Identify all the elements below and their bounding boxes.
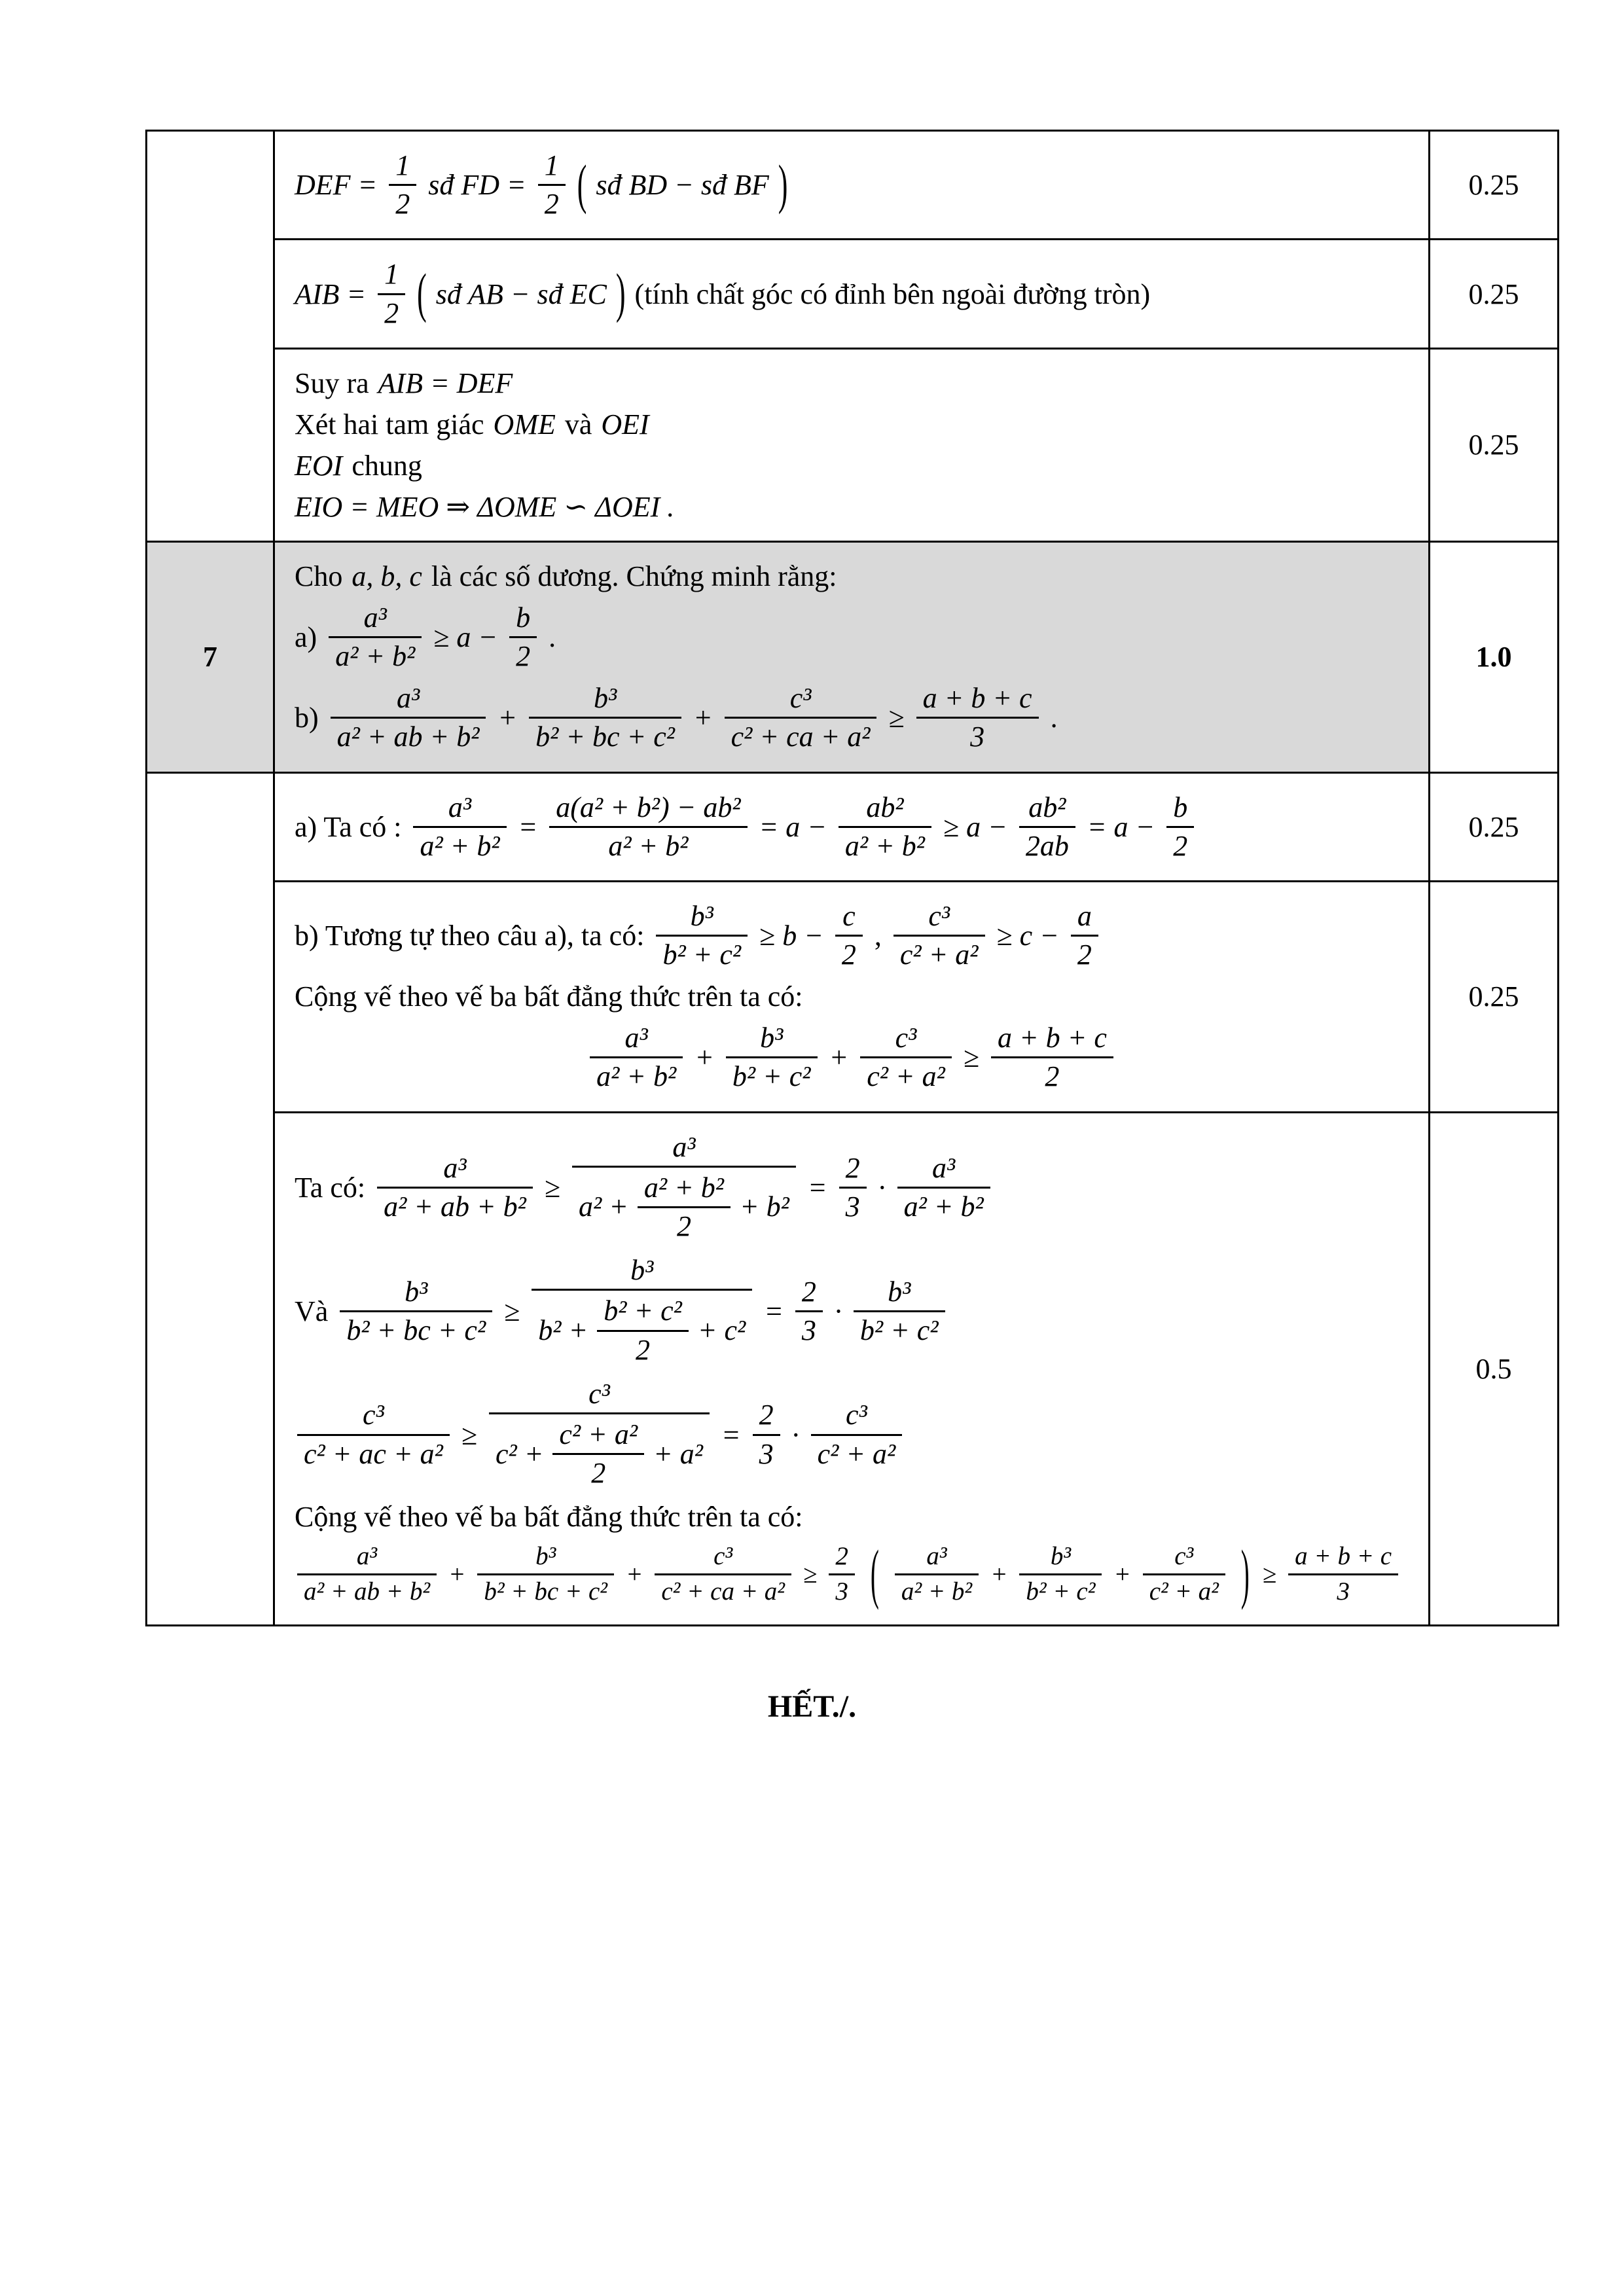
fraction-denominator: c² + ca + a² [725, 717, 877, 754]
text-token: chung [352, 449, 422, 482]
text-token: là các số dương. Chứng minh rằng: [431, 560, 837, 592]
fraction-denominator: 2 [597, 1330, 689, 1367]
text-token: , [874, 920, 882, 952]
math-token: + [497, 702, 518, 734]
score-cell: 1.0 [1430, 541, 1559, 772]
fraction [538, 149, 566, 221]
fraction-numerator: a³ [363, 601, 387, 634]
answer-key-table [145, 130, 1559, 1626]
fraction-numerator: c³ [1174, 1542, 1194, 1571]
math-token: OEI [601, 408, 649, 440]
fraction [529, 681, 681, 754]
fraction [1143, 1541, 1225, 1607]
fraction-numerator: c³ [588, 1377, 610, 1410]
fraction-denominator: b² + c² [1019, 1573, 1102, 1607]
fraction-numerator: c³ [895, 1022, 917, 1054]
math-token: a, b, c [352, 560, 422, 592]
solution-line [295, 490, 1409, 524]
fraction-numerator: c³ [846, 1399, 867, 1431]
math-token: + [695, 1041, 714, 1074]
fraction-numerator: 1 [384, 258, 399, 291]
fraction-numerator: 2 [835, 1542, 848, 1571]
math-token: ≥ c − [996, 920, 1059, 952]
fraction [895, 1541, 979, 1607]
fraction-numerator: a³ [396, 682, 420, 715]
fraction-denominator: 3 [829, 1573, 855, 1607]
fraction-denominator: c² + a² [860, 1056, 952, 1094]
math-token: + b² [739, 1191, 789, 1223]
math-token: c² + [495, 1437, 544, 1470]
fraction-denominator: 3 [1288, 1573, 1398, 1607]
math-token: ≥ [544, 1172, 561, 1204]
fraction [753, 1398, 780, 1471]
math-token: = a − [759, 810, 827, 843]
solution-cell [274, 881, 1430, 1112]
fraction-numerator: a³ [932, 1152, 956, 1185]
formula-line [295, 791, 1409, 863]
fraction-denominator: a² + ab + b² [297, 1573, 437, 1607]
fraction [389, 149, 416, 221]
fraction-numerator: c³ [928, 899, 950, 932]
fraction-numerator: a³ [672, 1130, 696, 1163]
formula-line [295, 149, 1409, 221]
fraction-denominator: b² + bc + c² [529, 717, 681, 754]
math-token: + [693, 702, 713, 734]
solution-cell [274, 348, 1430, 541]
fraction-numerator: a³ [926, 1542, 947, 1571]
table-row [147, 1112, 1559, 1626]
fraction [1019, 1541, 1102, 1607]
fraction-denominator: a² + b² [839, 826, 931, 863]
math-token: + [1113, 1560, 1131, 1589]
fraction [835, 899, 863, 972]
math-token: ≥ a − [943, 810, 1007, 843]
fraction [489, 1377, 710, 1493]
fraction-denominator: a² + b² [590, 1056, 683, 1094]
fraction-numerator: b³ [1050, 1542, 1072, 1571]
fraction [509, 601, 537, 673]
fraction-denominator: a² + b² [897, 1187, 990, 1224]
fraction-denominator: 2 [835, 935, 863, 972]
fraction-numerator: b [1173, 791, 1188, 823]
fraction-numerator: b³ [405, 1275, 428, 1308]
fraction-denominator: c² + ca + a² [655, 1573, 791, 1607]
text-token: Và [295, 1295, 329, 1327]
fraction-denominator: 3 [753, 1434, 780, 1471]
fraction-numerator: a(a² + b²) − ab² [556, 791, 741, 823]
text-token: và [564, 408, 592, 440]
fraction-denominator: 2 [389, 184, 416, 221]
table-row-question [147, 541, 1559, 772]
fraction-denominator: a² + ab + b² [377, 1187, 533, 1224]
fraction-numerator: a + b + c [997, 1022, 1107, 1054]
math-token: sđ BD − sđ BF [596, 169, 769, 202]
text-token: . [549, 620, 556, 653]
formula-line [295, 1377, 1409, 1493]
question-number-cell-empty [147, 131, 274, 542]
question-cell [274, 541, 1430, 772]
math-token: ≥ b − [759, 920, 823, 952]
fraction [897, 1151, 990, 1224]
math-token: = [764, 1295, 784, 1327]
fraction-numerator: a³ [443, 1152, 467, 1185]
text-token: Suy ra [295, 367, 369, 399]
fraction-numerator: b³ [630, 1254, 654, 1287]
formula-line [295, 1253, 1409, 1369]
solution-line [295, 367, 1409, 400]
text-token: a) [295, 620, 317, 653]
fraction-denominator: 2ab [1019, 826, 1075, 863]
fraction [378, 257, 405, 330]
fraction [916, 681, 1039, 754]
question-number-cell-empty [147, 772, 274, 1626]
fraction-numerator: b³ [593, 682, 617, 715]
fraction-denominator: 2 [378, 293, 405, 331]
fraction-numerator: c³ [713, 1542, 733, 1571]
text-token: . [1050, 702, 1058, 734]
fraction-numerator: a [1077, 899, 1092, 932]
fraction-numerator: ab² [866, 791, 904, 823]
fraction [839, 791, 931, 863]
solution-cell [274, 131, 1430, 240]
fraction-denominator: c² + ac + a² [297, 1434, 450, 1471]
formula-line [295, 681, 1409, 754]
fraction [854, 1275, 945, 1348]
math-token: ≥ [803, 1560, 818, 1589]
score-cell: 0.25 [1430, 348, 1559, 541]
fraction-numerator: c³ [363, 1399, 384, 1431]
fraction [329, 601, 422, 673]
fraction-numerator: b [516, 601, 531, 634]
fraction [413, 791, 506, 863]
solution-cell [274, 240, 1430, 348]
question-intro-line [295, 560, 1409, 593]
fraction-numerator: b³ [888, 1275, 911, 1308]
fraction-numerator: b² + c² [604, 1295, 682, 1327]
table-row [147, 240, 1559, 348]
big-paren-close: ) [615, 262, 626, 324]
fraction-denominator: 2 [538, 184, 566, 221]
fraction-numerator: 1 [395, 149, 410, 181]
fraction [1288, 1541, 1398, 1607]
table-row [147, 348, 1559, 541]
fraction-denominator: 2 [552, 1453, 644, 1490]
math-token: = [518, 810, 538, 843]
question-number-cell: 7 [147, 541, 274, 772]
big-paren-open: ( [870, 1537, 879, 1611]
fraction-denominator: 3 [839, 1187, 867, 1224]
fraction [477, 1541, 614, 1607]
fraction [795, 1275, 823, 1348]
fraction-denominator: a² + b² [413, 826, 506, 863]
fraction [377, 1151, 533, 1224]
fraction [331, 681, 486, 754]
math-token: ≥ a − [433, 620, 498, 653]
fraction-numerator: 2 [801, 1275, 816, 1308]
fraction-numerator: b³ [760, 1022, 784, 1054]
math-token: ≥ [888, 702, 905, 734]
formula-line [295, 899, 1409, 972]
text-token: Xét hai tam giác [295, 408, 484, 440]
math-token: + [829, 1041, 849, 1074]
fraction [297, 1398, 450, 1471]
big-paren-open: ( [577, 154, 587, 215]
fraction-numerator: 2 [845, 1152, 860, 1185]
fraction [552, 1418, 644, 1490]
fraction [297, 1541, 437, 1607]
fraction-denominator: c² + a² [811, 1434, 903, 1471]
math-token: ≥ [1262, 1560, 1277, 1589]
math-token: + [448, 1560, 466, 1589]
math-token: = [807, 1172, 827, 1204]
math-token: + c² [697, 1314, 746, 1346]
big-paren-close: ) [778, 154, 788, 215]
table-row [147, 131, 1559, 240]
solution-line [295, 449, 1409, 482]
fraction-denominator: a² + b² [549, 826, 747, 863]
fraction-numerator: 2 [759, 1399, 774, 1431]
math-token: ≥ [504, 1295, 520, 1327]
fraction-denominator [489, 1412, 710, 1492]
math-token: AIB = [295, 278, 367, 310]
formula-line [295, 1537, 1409, 1611]
fraction-denominator: b² + c² [854, 1310, 945, 1348]
fraction [597, 1294, 689, 1367]
score-cell: 0.25 [1430, 131, 1559, 240]
text-token: Ta có: [295, 1172, 366, 1204]
math-token: b² + [538, 1314, 588, 1346]
fraction-numerator: c³ [789, 682, 812, 715]
fraction [1019, 791, 1075, 863]
fraction [726, 1021, 818, 1094]
fraction-denominator [572, 1166, 796, 1246]
fraction-numerator: a² + b² [643, 1171, 724, 1204]
fraction [991, 1021, 1113, 1094]
fraction-numerator: a³ [356, 1542, 378, 1571]
formula-line [295, 1130, 1409, 1246]
fraction-denominator: 2 [991, 1056, 1113, 1094]
fraction-numerator: a + b + c [922, 682, 1032, 715]
fraction-numerator: a + b + c [1295, 1542, 1392, 1571]
math-token: + a² [653, 1437, 703, 1470]
formula-line [295, 1021, 1409, 1094]
solution-cell [274, 772, 1430, 881]
solution-cell [274, 1112, 1430, 1626]
fraction [656, 899, 748, 972]
math-token: EIO = MEO ⇒ ΔOME ∽ ΔOEI . [295, 490, 675, 523]
math-token: ≥ [963, 1041, 979, 1074]
fraction-numerator: b³ [535, 1542, 556, 1571]
fraction-denominator: 2 [1071, 935, 1098, 972]
fraction-numerator: b³ [690, 899, 713, 932]
text-token: Cho [295, 560, 343, 592]
fraction-denominator: 3 [916, 717, 1039, 754]
math-token: + [626, 1560, 643, 1589]
fraction [1166, 791, 1194, 863]
fraction [811, 1398, 903, 1471]
math-token: EOI [295, 449, 343, 482]
text-token: Cộng vế theo vế ba bất đẳng thức trên ta có: [295, 1501, 803, 1534]
table-row [147, 881, 1559, 1112]
fraction [725, 681, 877, 754]
end-marker: HẾT./. [767, 1689, 857, 1725]
math-token: · [834, 1295, 842, 1327]
solution-line [295, 1500, 1409, 1534]
fraction-denominator: 2 [1166, 826, 1194, 863]
text-token: a) Ta có : [295, 810, 402, 843]
fraction-denominator: 3 [795, 1310, 823, 1348]
fraction [590, 1021, 683, 1094]
fraction-denominator: 2 [638, 1206, 731, 1244]
formula-line [295, 601, 1409, 673]
math-token: AIB = DEF [378, 367, 513, 399]
fraction-numerator: c² + a² [559, 1418, 638, 1450]
fraction-denominator: b² + c² [656, 935, 748, 972]
table-row [147, 772, 1559, 881]
fraction [340, 1275, 492, 1348]
fraction [829, 1541, 855, 1607]
math-token: a² + [579, 1191, 628, 1223]
solution-line [295, 408, 1409, 441]
math-token: + [990, 1560, 1008, 1589]
fraction-denominator: c² + a² [893, 935, 985, 972]
score-cell: 0.25 [1430, 240, 1559, 348]
fraction-numerator: c [842, 899, 856, 932]
fraction-denominator: b² + bc + c² [340, 1310, 492, 1348]
math-token: sđ FD = [428, 169, 526, 202]
fraction [893, 899, 985, 972]
score-cell: 0.5 [1430, 1112, 1559, 1626]
fraction-numerator: a³ [448, 791, 472, 823]
fraction [860, 1021, 952, 1094]
text-token: Cộng vế theo vế ba bất đẳng thức trên ta có: [295, 980, 803, 1013]
math-token: = [721, 1418, 741, 1451]
math-token: sđ AB − sđ EC [435, 278, 607, 310]
fraction-denominator: b² + c² [726, 1056, 818, 1094]
formula-line [295, 257, 1409, 330]
fraction-denominator: a² + b² [329, 636, 422, 673]
fraction [1071, 899, 1098, 972]
fraction [532, 1253, 752, 1369]
fraction-denominator: c² + a² [1143, 1573, 1225, 1607]
text-token: b) Tương tự theo câu a), ta có: [295, 920, 645, 952]
fraction [839, 1151, 867, 1224]
math-token: OME [493, 408, 556, 440]
fraction-numerator: a³ [624, 1022, 648, 1054]
big-paren-open: ( [417, 262, 427, 324]
fraction-numerator: ab² [1028, 791, 1066, 823]
math-token: · [878, 1172, 886, 1204]
text-token: b) [295, 702, 319, 734]
fraction-numerator: 1 [544, 149, 559, 181]
solution-line [295, 980, 1409, 1013]
big-paren-close: ) [1240, 1537, 1250, 1611]
fraction [638, 1171, 731, 1244]
math-token: = a − [1087, 810, 1155, 843]
fraction [572, 1130, 796, 1246]
score-cell: 0.25 [1430, 772, 1559, 881]
score-cell: 0.25 [1430, 881, 1559, 1112]
math-token: ≥ [461, 1418, 477, 1451]
math-token: · [791, 1418, 799, 1451]
fraction [549, 791, 747, 863]
fraction-denominator: a² + ab + b² [331, 717, 486, 754]
fraction-denominator: a² + b² [895, 1573, 979, 1607]
text-token: (tính chất góc có đỉnh bên ngoài đường tròn) [634, 278, 1151, 310]
fraction-denominator [532, 1289, 752, 1369]
fraction-denominator: 2 [509, 636, 537, 673]
fraction [655, 1541, 791, 1607]
math-token: DEF = [295, 169, 378, 202]
fraction-denominator: b² + bc + c² [477, 1573, 614, 1607]
